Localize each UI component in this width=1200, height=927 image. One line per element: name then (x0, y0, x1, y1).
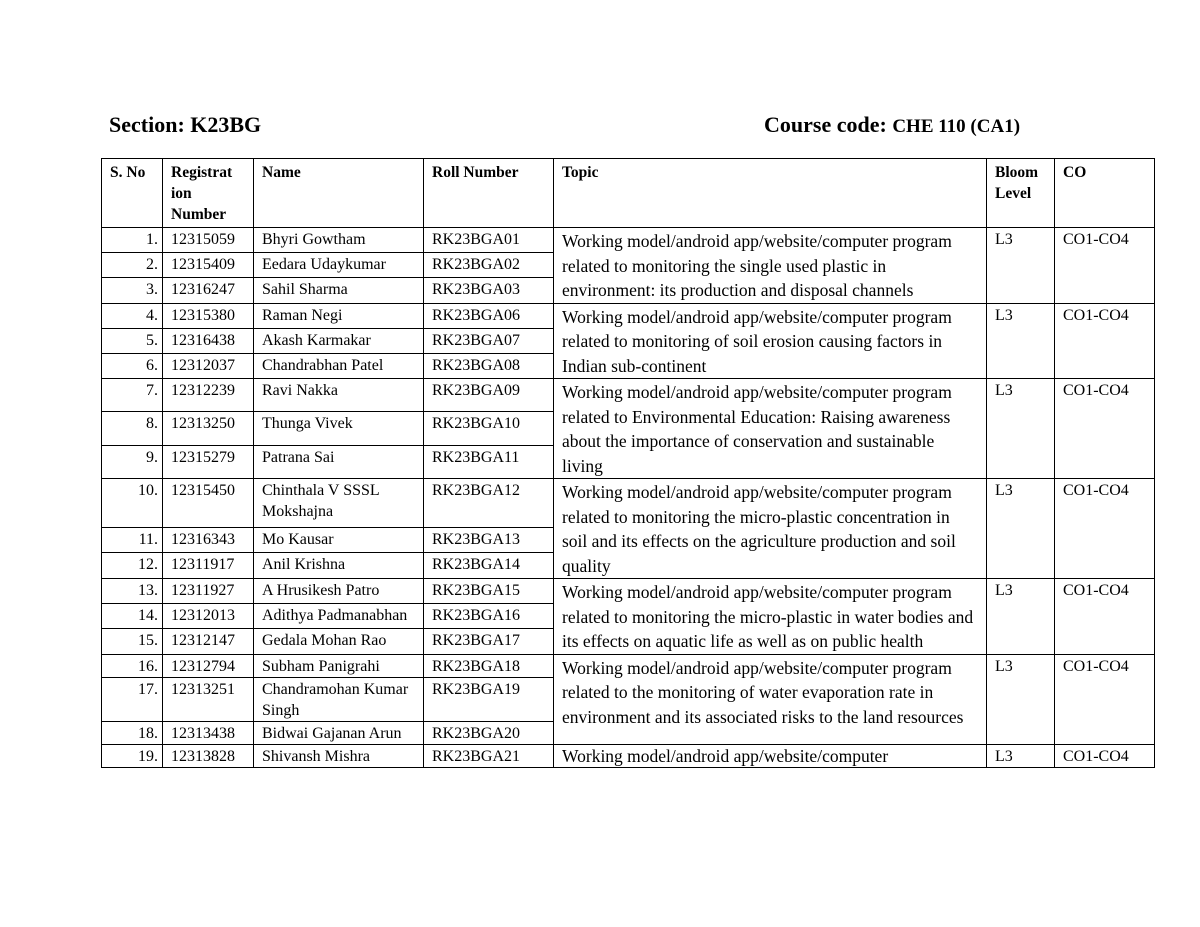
header-roll: Roll Number (424, 159, 554, 228)
serial-number-cell: 1. (102, 228, 163, 253)
table-body (102, 228, 1155, 768)
roll-number-cell: RK23BGA15 (424, 579, 554, 604)
registration-number-cell: 12313438 (163, 721, 254, 744)
roll-number-cell: RK23BGA16 (424, 604, 554, 629)
serial-number-cell: 2. (102, 253, 163, 278)
roll-number-cell: RK23BGA13 (424, 527, 554, 553)
bloom-level-cell: L3 (987, 479, 1055, 579)
table-row (102, 303, 1155, 328)
student-name-cell: Chinthala V SSSL Mokshajna (254, 479, 424, 528)
registration-number-cell: 12315380 (163, 303, 254, 328)
serial-number-cell: 8. (102, 412, 163, 445)
topic-cell: Working model/android app/website/computer program related to monitoring the micro-plastic concentration in soil and its effects on the agriculture production and soil quality (554, 479, 987, 579)
student-name-cell: A Hrusikesh Patro (254, 579, 424, 604)
student-name-cell: Raman Negi (254, 303, 424, 328)
student-name-cell: Ravi Nakka (254, 379, 424, 412)
roll-number-cell: RK23BGA07 (424, 328, 554, 353)
roll-number-cell: RK23BGA19 (424, 677, 554, 721)
course-outcome-cell: CO1-CO4 (1055, 303, 1155, 379)
registration-number-cell: 12311927 (163, 579, 254, 604)
student-name-cell: Mo Kausar (254, 527, 424, 553)
serial-number-cell: 13. (102, 579, 163, 604)
serial-number-cell: 4. (102, 303, 163, 328)
course-outcome-cell: CO1-CO4 (1055, 654, 1155, 744)
course-outcome-cell: CO1-CO4 (1055, 579, 1155, 655)
student-name-cell: Sahil Sharma (254, 278, 424, 303)
serial-number-cell: 18. (102, 721, 163, 744)
course-code-heading (764, 112, 1020, 138)
registration-number-cell: 12311917 (163, 553, 254, 579)
topic-cell: Working model/android app/website/computer program related to monitoring of soil erosion causing factors in Indian sub-continent (554, 303, 987, 379)
student-name-cell: Thunga Vivek (254, 412, 424, 445)
serial-number-cell: 7. (102, 379, 163, 412)
header-name: Name (254, 159, 424, 228)
roll-number-cell: RK23BGA14 (424, 553, 554, 579)
roll-number-cell: RK23BGA20 (424, 721, 554, 744)
table-row (102, 379, 1155, 412)
serial-number-cell: 6. (102, 353, 163, 378)
student-name-cell: Bidwai Gajanan Arun (254, 721, 424, 744)
roll-number-cell: RK23BGA01 (424, 228, 554, 253)
student-name-cell: Adithya Padmanabhan (254, 604, 424, 629)
student-name-cell: Eedara Udaykumar (254, 253, 424, 278)
roll-number-cell: RK23BGA18 (424, 654, 554, 677)
course-outcome-cell: CO1-CO4 (1055, 379, 1155, 479)
registration-number-cell: 12315059 (163, 228, 254, 253)
course-code-label: Course code: (764, 112, 893, 137)
bloom-level-cell: L3 (987, 579, 1055, 655)
topic-cell: Working model/android app/website/computer program related to monitoring the single used plastic in environment: its production and disposal channels (554, 228, 987, 304)
student-name-cell: Akash Karmakar (254, 328, 424, 353)
topic-cell: Working model/android app/website/computer (554, 744, 987, 767)
registration-number-cell: 12313828 (163, 744, 254, 767)
table-row (102, 479, 1155, 528)
student-name-cell: Shivansh Mishra (254, 744, 424, 767)
student-topic-table (101, 158, 1155, 768)
roll-number-cell: RK23BGA17 (424, 629, 554, 654)
registration-number-cell: 12316247 (163, 278, 254, 303)
course-outcome-cell: CO1-CO4 (1055, 228, 1155, 304)
header-bloom: Bloom Level (987, 159, 1055, 228)
table-row (102, 228, 1155, 253)
registration-number-cell: 12313250 (163, 412, 254, 445)
table-row (102, 744, 1155, 767)
course-outcome-cell: CO1-CO4 (1055, 479, 1155, 579)
serial-number-cell: 19. (102, 744, 163, 767)
roll-number-cell: RK23BGA08 (424, 353, 554, 378)
section-heading (109, 112, 261, 138)
registration-number-cell: 12312147 (163, 629, 254, 654)
roll-number-cell: RK23BGA03 (424, 278, 554, 303)
bloom-level-cell: L3 (987, 654, 1055, 744)
course-outcome-cell: CO1-CO4 (1055, 744, 1155, 767)
registration-number-cell: 12315450 (163, 479, 254, 528)
serial-number-cell: 3. (102, 278, 163, 303)
student-name-cell: Chandramohan Kumar Singh (254, 677, 424, 721)
bloom-level-cell: L3 (987, 303, 1055, 379)
student-name-cell: Subham Panigrahi (254, 654, 424, 677)
serial-number-cell: 12. (102, 553, 163, 579)
bloom-level-cell: L3 (987, 744, 1055, 767)
topic-cell: Working model/android app/website/computer program related to monitoring the micro-plastic in water bodies and its effects on aquatic life as well as on public health (554, 579, 987, 655)
table-header-row (102, 159, 1155, 228)
serial-number-cell: 16. (102, 654, 163, 677)
bloom-level-cell: L3 (987, 379, 1055, 479)
roll-number-cell: RK23BGA12 (424, 479, 554, 528)
roll-number-cell: RK23BGA10 (424, 412, 554, 445)
topic-cell: Working model/android app/website/computer program related to Environmental Education: Raising awareness about the importance of conservation and sustainable living (554, 379, 987, 479)
section-value: K23BG (190, 112, 262, 137)
serial-number-cell: 10. (102, 479, 163, 528)
registration-number-cell: 12313251 (163, 677, 254, 721)
student-name-cell: Anil Krishna (254, 553, 424, 579)
serial-number-cell: 5. (102, 328, 163, 353)
registration-number-cell: 12316343 (163, 527, 254, 553)
serial-number-cell: 14. (102, 604, 163, 629)
table-row (102, 579, 1155, 604)
roll-number-cell: RK23BGA02 (424, 253, 554, 278)
roll-number-cell: RK23BGA11 (424, 445, 554, 478)
section-label: Section: (109, 112, 191, 137)
table-row (102, 654, 1155, 677)
student-name-cell: Patrana Sai (254, 445, 424, 478)
header-sno: S. No (102, 159, 163, 228)
header-topic: Topic (554, 159, 987, 228)
header-registration: Registrat ion Number (163, 159, 254, 228)
serial-number-cell: 9. (102, 445, 163, 478)
roll-number-cell: RK23BGA09 (424, 379, 554, 412)
serial-number-cell: 15. (102, 629, 163, 654)
registration-number-cell: 12312013 (163, 604, 254, 629)
registration-number-cell: 12312037 (163, 353, 254, 378)
registration-number-cell: 12315279 (163, 445, 254, 478)
registration-number-cell: 12312794 (163, 654, 254, 677)
serial-number-cell: 17. (102, 677, 163, 721)
header-co: CO (1055, 159, 1155, 228)
student-name-cell: Gedala Mohan Rao (254, 629, 424, 654)
roll-number-cell: RK23BGA21 (424, 744, 554, 767)
course-code-value: CHE 110 (CA1) (892, 116, 1021, 137)
student-name-cell: Chandrabhan Patel (254, 353, 424, 378)
student-name-cell: Bhyri Gowtham (254, 228, 424, 253)
roll-number-cell: RK23BGA06 (424, 303, 554, 328)
registration-number-cell: 12312239 (163, 379, 254, 412)
registration-number-cell: 12315409 (163, 253, 254, 278)
serial-number-cell: 11. (102, 527, 163, 553)
topic-cell: Working model/android app/website/computer program related to the monitoring of water evaporation rate in environment and its associated risks to the land resources (554, 654, 987, 744)
registration-number-cell: 12316438 (163, 328, 254, 353)
bloom-level-cell: L3 (987, 228, 1055, 304)
